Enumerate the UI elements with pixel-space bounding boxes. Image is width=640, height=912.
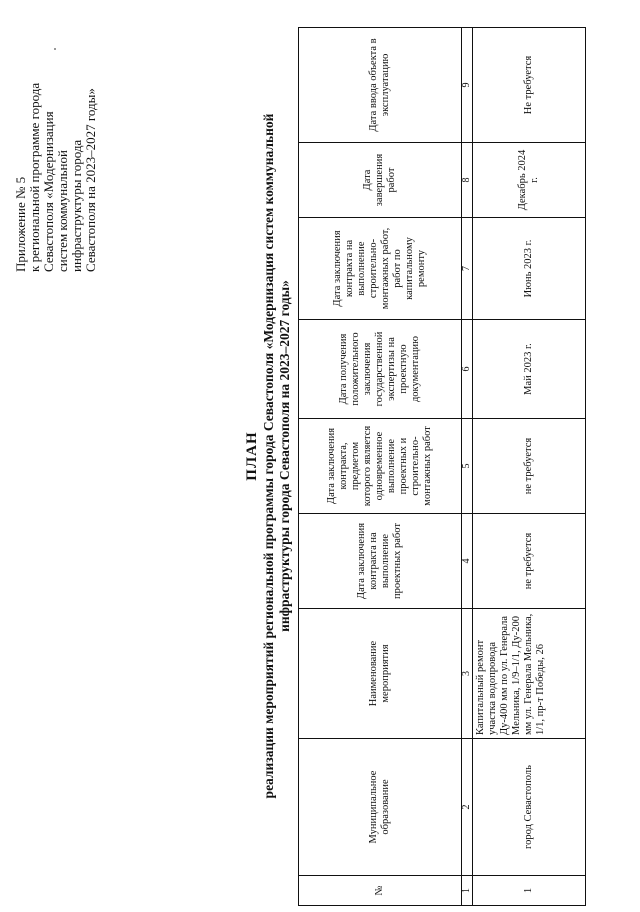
row-completion-date: Декабрь 2024 г. <box>473 143 586 218</box>
header-cell-design-contract-date: Дата заключения контракта на выполнение проектных работ <box>299 514 462 609</box>
plan-title-line-2: инфраструктуры города Севастополя на 2023–2027 годы» <box>277 280 292 632</box>
plan-heading: ПЛАН <box>244 431 260 481</box>
row-commissioning-date: Не требуется <box>473 28 586 143</box>
appendix-line: Приложение № 5 <box>13 176 28 272</box>
row-expertise-date: Май 2023 г. <box>473 320 586 419</box>
column-number: 6 <box>462 320 473 419</box>
appendix-line: инфраструктуры города <box>69 139 84 272</box>
appendix-note <box>14 12 98 272</box>
table-row <box>473 28 586 906</box>
header-cell-activity-name: Наименование мероприятия <box>299 609 462 739</box>
row-construction-contract-date: Июнь 2023 г. <box>473 218 586 320</box>
header-cell-combined-contract-date: Дата заключения контракта, предметом которого является одновременное выполнение проектных и строительно-монтажных работ <box>299 419 462 514</box>
header-cell-expertise-date: Дата получения положительного заключения государственной экспертизы на проектную документацию <box>299 320 462 419</box>
table-header-row <box>299 28 462 906</box>
column-number: 2 <box>462 739 473 876</box>
column-number: 7 <box>462 218 473 320</box>
appendix-line: Севастополя «Модернизация <box>41 111 56 272</box>
column-number: 3 <box>462 609 473 739</box>
column-number: 5 <box>462 419 473 514</box>
column-number-row <box>462 28 473 906</box>
header-cell-commissioning-date: Дата ввода объекта в эксплуатацию <box>299 28 462 143</box>
row-activity-name: Капитальный ремонт участка водопровода Ду-400 мм по ул. Генерала Мельника, 1/9–1/1, Ду-200 мм ул. Генерала Мельника, 1/1, пр-т Победы, 26 <box>473 609 586 739</box>
appendix-line: к региональной программе города <box>27 82 42 272</box>
header-cell-number: № <box>299 876 462 906</box>
row-combined-contract-date: не требуется <box>473 419 586 514</box>
header-cell-completion-date: Дата завершения работ <box>299 143 462 218</box>
plan-title-line-1: реализации мероприятий региональной программы города Севастополя «Модернизация систем коммунальной <box>261 113 276 799</box>
row-design-contract-date: не требуется <box>473 514 586 609</box>
column-number: 8 <box>462 143 473 218</box>
row-municipality: город Севастополь <box>473 739 586 876</box>
header-cell-construction-contract-date: Дата заключения контракта на выполнение строительно-монтажных работ, работ по капитальному ремонту <box>299 218 462 320</box>
scan-speck <box>54 48 56 50</box>
plan-table <box>298 27 586 906</box>
row-number: 1 <box>473 876 586 906</box>
column-number: 9 <box>462 28 473 143</box>
appendix-line: систем коммунальной <box>55 150 70 272</box>
plan-title-block <box>244 0 293 912</box>
appendix-line: Севастополя на 2023–2027 годы» <box>83 88 98 272</box>
column-number: 1 <box>462 876 473 906</box>
column-number: 4 <box>462 514 473 609</box>
header-cell-municipality: Муниципальное образование <box>299 739 462 876</box>
